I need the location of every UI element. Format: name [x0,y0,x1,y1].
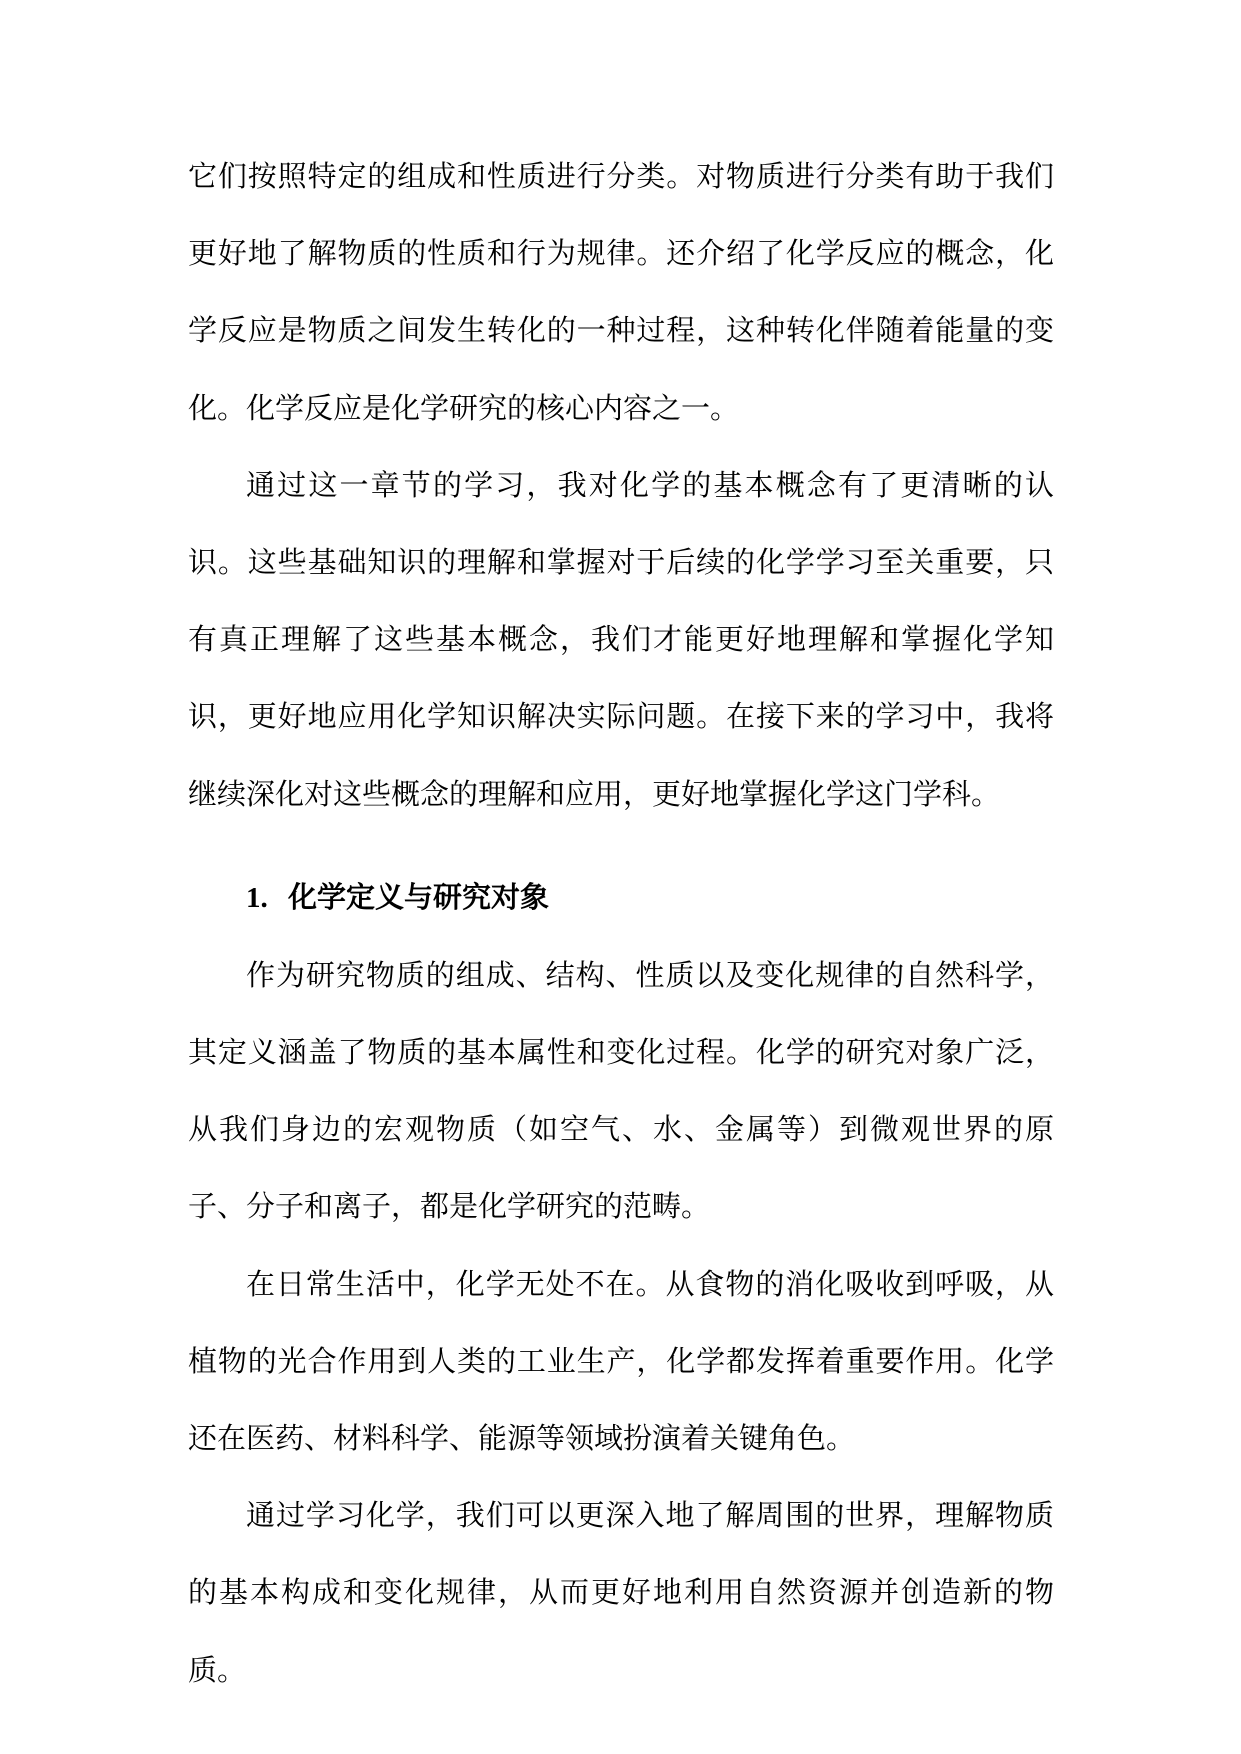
paragraph-classification: 它们按照特定的组成和性质进行分类。对物质进行分类有助于我们更好地了解物质的性质和行为规律。还介绍了化学反应的概念，化学反应是物质之间发生转化的一种过程，这种转化伴随着能量的变化。化学反应是化学研究的核心内容之一。 [188,159,1054,425]
paragraph-daily-life: 在日常生活中，化学无处不在。从食物的消化吸收到呼吸，从植物的光合作用到人类的工业生产，化学都发挥着重要作用。化学还在医药、材料科学、能源等领域扮演着关键角色。 [188,1266,1054,1456]
paragraph-chapter-summary: 通过这一章节的学习，我对化学的基本概念有了更清晰的认识。这些基础知识的理解和掌握对于后续的化学学习至关重要，只有真正理解了这些基本概念，我们才能更好地理解和掌握化学知识，更好地应用化学知识解决实际问题。在接下来的学习中，我将继续深化对这些概念的理解和应用，更好地掌握化学这门学科。 [188,467,1054,811]
paragraph-learning-benefit: 通过学习化学，我们可以更深入地了解周围的世界，理解物质的基本构成和变化规律，从而更好地利用自然资源并创造新的物质。 [188,1498,1054,1687]
section-number: 1. [246,881,268,914]
section-heading [188,859,1054,937]
paragraph-definition: 作为研究物质的组成、结构、性质以及变化规律的自然科学，其定义涵盖了物质的基本属性和变化过程。化学的研究对象广泛，从我们身边的宏观物质（如空气、水、金属等）到微观世界的原子、分子和离子，都是化学研究的范畴。 [188,957,1054,1224]
document-page [188,138,1054,1709]
section-title: 化学定义与研究对象 [288,879,550,914]
